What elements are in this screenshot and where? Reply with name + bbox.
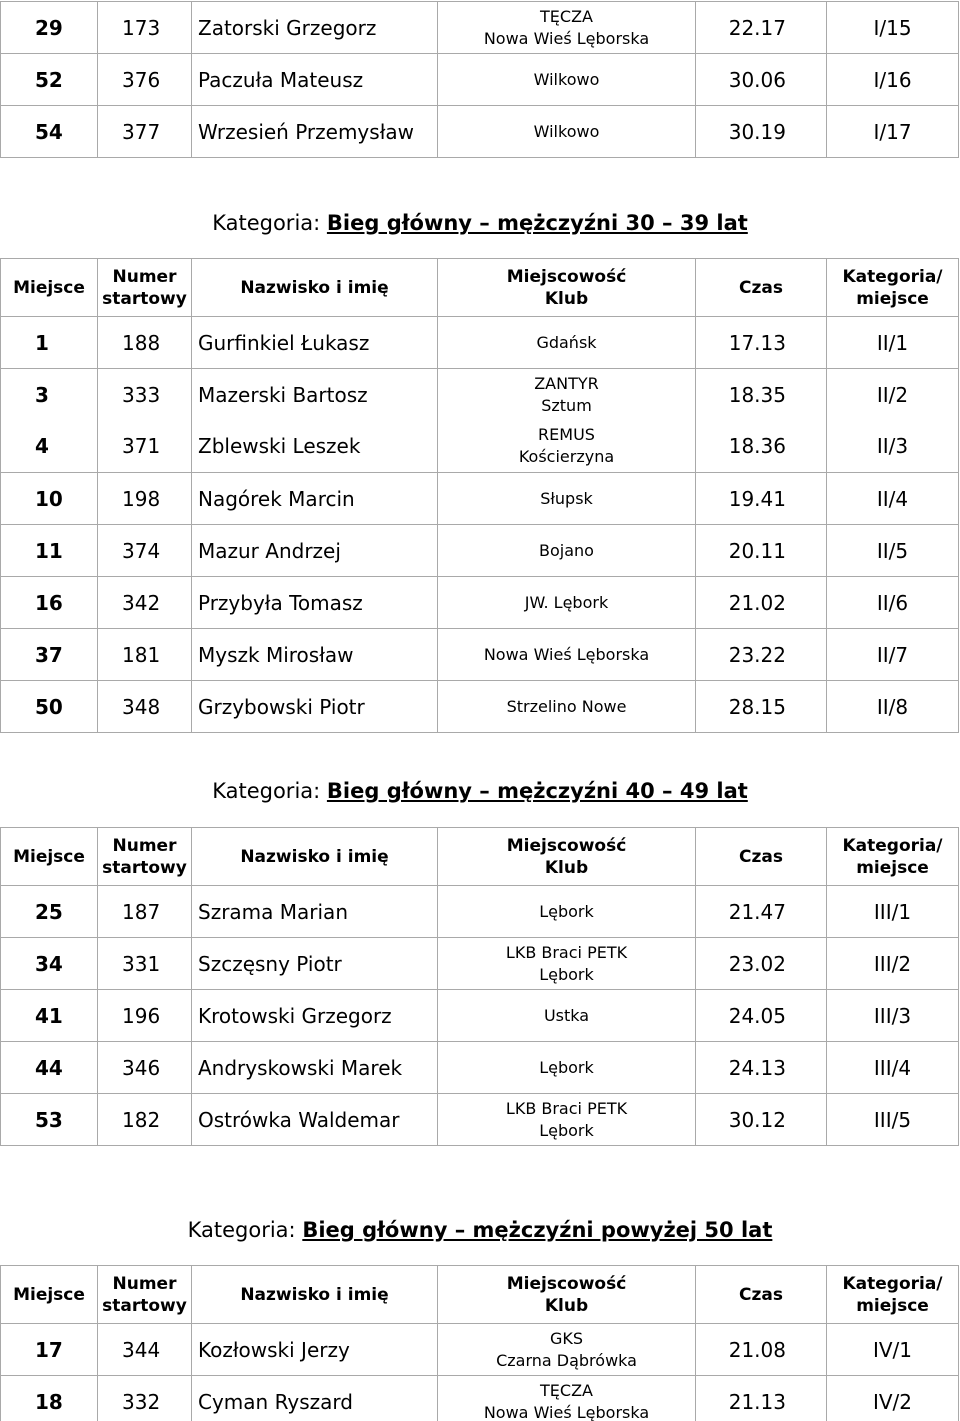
header-place — [1, 828, 98, 886]
category-title-30-39 — [0, 211, 960, 235]
table-row — [1, 369, 959, 421]
start-number-cell: 333 — [98, 369, 192, 421]
time-cell: 22.17 — [696, 2, 827, 54]
club-cell — [438, 1042, 696, 1094]
club-line-2: Lębork — [539, 964, 594, 984]
place-cell: 18 — [1, 1376, 98, 1421]
header-place-text: Miejsce — [13, 277, 85, 298]
club-line-1: LKB Braci PETK — [505, 1098, 628, 1118]
header-number — [98, 259, 192, 317]
table-row — [1, 886, 959, 938]
header-number — [98, 828, 192, 886]
name-cell: Wrzesień Przemysław — [192, 106, 438, 158]
club-cell — [438, 54, 696, 106]
club-cell — [438, 629, 696, 681]
start-number-cell: 332 — [98, 1376, 192, 1421]
club-line-1: Słupsk — [540, 488, 593, 508]
category-cell: II/3 — [827, 421, 959, 473]
club-cell — [438, 525, 696, 577]
name-cell: Mazerski Bartosz — [192, 369, 438, 421]
category-cell: II/7 — [827, 629, 959, 681]
name-cell: Zblewski Leszek — [192, 421, 438, 473]
place-cell: 54 — [1, 106, 98, 158]
header-category-text: Kategoria/ — [842, 266, 943, 287]
header-category-text: Kategoria/ — [842, 1273, 943, 1294]
place-cell: 29 — [1, 2, 98, 54]
club-cell — [438, 577, 696, 629]
category-cell: II/6 — [827, 577, 959, 629]
time-cell: 28.15 — [696, 681, 827, 733]
table-row — [1, 1094, 959, 1146]
start-number-cell: 187 — [98, 886, 192, 938]
club-cell — [438, 473, 696, 525]
club-line-1: Wilkowo — [533, 121, 600, 141]
table-row — [1, 54, 959, 106]
time-cell: 18.36 — [696, 421, 827, 473]
club-cell — [438, 421, 696, 473]
header-time — [696, 259, 827, 317]
club-cell — [438, 1324, 696, 1376]
place-cell: 17 — [1, 1324, 98, 1376]
table-row — [1, 525, 959, 577]
table-row — [1, 681, 959, 733]
place-cell: 34 — [1, 938, 98, 990]
club-line-1: TĘCZA — [540, 6, 593, 26]
header-time-text: Czas — [739, 846, 783, 867]
table-row — [1, 577, 959, 629]
header-name-text: Nazwisko i imię — [240, 1284, 389, 1305]
club-line-2: Kościerzyna — [518, 447, 615, 467]
time-cell: 21.13 — [696, 1376, 827, 1421]
start-number-cell: 182 — [98, 1094, 192, 1146]
name-cell: Nagórek Marcin — [192, 473, 438, 525]
club-cell — [438, 681, 696, 733]
place-cell: 10 — [1, 473, 98, 525]
header-number-text: startowy — [102, 1295, 187, 1316]
place-cell: 4 — [1, 421, 98, 473]
club-cell — [438, 369, 696, 421]
category-name: Bieg główny – mężczyźni 40 – 49 lat — [326, 779, 748, 803]
header-name — [192, 259, 438, 317]
name-cell: Krotowski Grzegorz — [192, 990, 438, 1042]
table-row — [1, 1324, 959, 1376]
table-row — [1, 421, 959, 473]
name-cell: Myszk Mirosław — [192, 629, 438, 681]
header-place-text: Miejsce — [13, 1284, 85, 1305]
header-place — [1, 259, 98, 317]
category-cell: IV/2 — [827, 1376, 959, 1421]
name-cell: Cyman Ryszard — [192, 1376, 438, 1421]
category-label: Kategoria: — [187, 1218, 296, 1242]
table-row — [1, 1376, 959, 1421]
start-number-cell: 196 — [98, 990, 192, 1042]
club-cell — [438, 886, 696, 938]
club-line-1: LKB Braci PETK — [505, 942, 628, 962]
category-cell: II/8 — [827, 681, 959, 733]
place-cell: 41 — [1, 990, 98, 1042]
header-club — [438, 259, 696, 317]
place-cell: 3 — [1, 369, 98, 421]
name-cell: Szrama Marian — [192, 886, 438, 938]
club-line-1: Strzelino Nowe — [506, 696, 627, 716]
start-number-cell: 377 — [98, 106, 192, 158]
club-cell — [438, 317, 696, 369]
time-cell: 23.22 — [696, 629, 827, 681]
place-cell: 11 — [1, 525, 98, 577]
place-cell: 37 — [1, 629, 98, 681]
category-cell: III/3 — [827, 990, 959, 1042]
club-line-1: Lębork — [539, 901, 594, 921]
category-label: Kategoria: — [212, 211, 321, 235]
club-line-1: TĘCZA — [540, 1380, 593, 1400]
header-name-text: Nazwisko i imię — [240, 277, 389, 298]
name-cell: Andryskowski Marek — [192, 1042, 438, 1094]
place-cell: 25 — [1, 886, 98, 938]
header-time — [696, 828, 827, 886]
table-row — [1, 473, 959, 525]
header-club — [438, 1266, 696, 1324]
club-line-1: Wilkowo — [533, 69, 600, 89]
name-cell: Szczęsny Piotr — [192, 938, 438, 990]
header-club-text: Klub — [544, 857, 589, 878]
category-title-40-49 — [0, 779, 960, 803]
header-club-text: Klub — [544, 1295, 589, 1316]
header-name — [192, 828, 438, 886]
place-cell: 44 — [1, 1042, 98, 1094]
club-line-1: Lębork — [539, 1057, 594, 1077]
start-number-cell: 188 — [98, 317, 192, 369]
header-place — [1, 1266, 98, 1324]
club-cell — [438, 990, 696, 1042]
header-time-text: Czas — [739, 277, 783, 298]
header-category — [827, 1266, 959, 1324]
club-line-1: GKS — [549, 1328, 584, 1348]
name-cell: Kozłowski Jerzy — [192, 1324, 438, 1376]
header-number-text: Numer — [112, 835, 177, 856]
header-club-text: Klub — [544, 288, 589, 309]
category-cell: II/2 — [827, 369, 959, 421]
table-row — [1, 629, 959, 681]
start-number-cell: 181 — [98, 629, 192, 681]
category-cell: II/1 — [827, 317, 959, 369]
place-cell: 1 — [1, 317, 98, 369]
header-number-text: Numer — [112, 1273, 177, 1294]
name-cell: Ostrówka Waldemar — [192, 1094, 438, 1146]
category-cell: I/17 — [827, 106, 959, 158]
name-cell: Mazur Andrzej — [192, 525, 438, 577]
time-cell: 18.35 — [696, 369, 827, 421]
header-club — [438, 828, 696, 886]
table-row — [1, 990, 959, 1042]
header-time — [696, 1266, 827, 1324]
club-line-1: Bojano — [539, 540, 594, 560]
time-cell: 21.08 — [696, 1324, 827, 1376]
category-cell: I/15 — [827, 2, 959, 54]
time-cell: 17.13 — [696, 317, 827, 369]
table-row — [1, 2, 959, 54]
header-club-text: Miejscowość — [506, 1273, 627, 1294]
place-cell: 16 — [1, 577, 98, 629]
time-cell: 21.47 — [696, 886, 827, 938]
header-name-text: Nazwisko i imię — [240, 846, 389, 867]
table-row — [1, 1042, 959, 1094]
category-cell: III/4 — [827, 1042, 959, 1094]
start-number-cell: 342 — [98, 577, 192, 629]
results-table-40-49 — [0, 827, 959, 1146]
table-header-row — [1, 828, 959, 886]
time-cell: 24.13 — [696, 1042, 827, 1094]
header-place-text: Miejsce — [13, 846, 85, 867]
club-line-1: ZANTYR — [534, 373, 599, 393]
category-cell: IV/1 — [827, 1324, 959, 1376]
header-time-text: Czas — [739, 1284, 783, 1305]
table-header-row — [1, 1266, 959, 1324]
category-cell: III/5 — [827, 1094, 959, 1146]
club-line-1: Nowa Wieś Lęborska — [483, 644, 650, 664]
place-cell: 52 — [1, 54, 98, 106]
time-cell: 20.11 — [696, 525, 827, 577]
start-number-cell: 374 — [98, 525, 192, 577]
club-line-1: JW. Lębork — [524, 592, 609, 612]
category-cell: II/5 — [827, 525, 959, 577]
time-cell: 23.02 — [696, 938, 827, 990]
club-line-1: Ustka — [543, 1005, 590, 1025]
club-cell — [438, 2, 696, 54]
club-cell — [438, 938, 696, 990]
header-number — [98, 1266, 192, 1324]
start-number-cell: 173 — [98, 2, 192, 54]
club-line-1: Gdańsk — [536, 332, 597, 352]
results-table-50-plus — [0, 1265, 959, 1421]
category-title-50-plus — [0, 1218, 960, 1242]
name-cell: Gurfinkiel Łukasz — [192, 317, 438, 369]
header-club-text: Miejscowość — [506, 266, 627, 287]
header-number-text: startowy — [102, 857, 187, 878]
time-cell: 30.06 — [696, 54, 827, 106]
table-row — [1, 317, 959, 369]
club-cell — [438, 106, 696, 158]
header-category-text: miejsce — [856, 857, 929, 878]
place-cell: 53 — [1, 1094, 98, 1146]
table-row — [1, 938, 959, 990]
results-table-30-39 — [0, 258, 959, 733]
category-cell: II/4 — [827, 473, 959, 525]
table-row — [1, 106, 959, 158]
start-number-cell: 371 — [98, 421, 192, 473]
category-cell: III/2 — [827, 938, 959, 990]
start-number-cell: 198 — [98, 473, 192, 525]
start-number-cell: 346 — [98, 1042, 192, 1094]
club-cell — [438, 1094, 696, 1146]
time-cell: 19.41 — [696, 473, 827, 525]
name-cell: Paczuła Mateusz — [192, 54, 438, 106]
results-table-continued — [0, 1, 959, 158]
header-name — [192, 1266, 438, 1324]
header-club-text: Miejscowość — [506, 835, 627, 856]
category-name: Bieg główny – mężczyźni powyżej 50 lat — [302, 1218, 773, 1242]
header-category-text: miejsce — [856, 288, 929, 309]
header-number-text: Numer — [112, 266, 177, 287]
name-cell: Przybyła Tomasz — [192, 577, 438, 629]
category-label: Kategoria: — [212, 779, 321, 803]
name-cell: Zatorski Grzegorz — [192, 2, 438, 54]
club-line-2: Nowa Wieś Lęborska — [483, 28, 650, 48]
time-cell: 30.19 — [696, 106, 827, 158]
start-number-cell: 376 — [98, 54, 192, 106]
time-cell: 21.02 — [696, 577, 827, 629]
place-cell: 50 — [1, 681, 98, 733]
category-cell: I/16 — [827, 54, 959, 106]
header-category — [827, 259, 959, 317]
start-number-cell: 344 — [98, 1324, 192, 1376]
header-category — [827, 828, 959, 886]
header-number-text: startowy — [102, 288, 187, 309]
category-cell: III/1 — [827, 886, 959, 938]
name-cell: Grzybowski Piotr — [192, 681, 438, 733]
club-line-2: Lębork — [539, 1120, 594, 1140]
club-cell — [438, 1376, 696, 1421]
header-category-text: Kategoria/ — [842, 835, 943, 856]
time-cell: 24.05 — [696, 990, 827, 1042]
club-line-1: REMUS — [538, 425, 595, 445]
club-line-2: Sztum — [541, 395, 592, 415]
header-category-text: miejsce — [856, 1295, 929, 1316]
time-cell: 30.12 — [696, 1094, 827, 1146]
table-header-row — [1, 259, 959, 317]
start-number-cell: 348 — [98, 681, 192, 733]
start-number-cell: 331 — [98, 938, 192, 990]
club-line-2: Nowa Wieś Lęborska — [483, 1402, 650, 1421]
club-line-2: Czarna Dąbrówka — [496, 1350, 637, 1370]
category-name: Bieg główny – mężczyźni 30 – 39 lat — [326, 211, 748, 235]
